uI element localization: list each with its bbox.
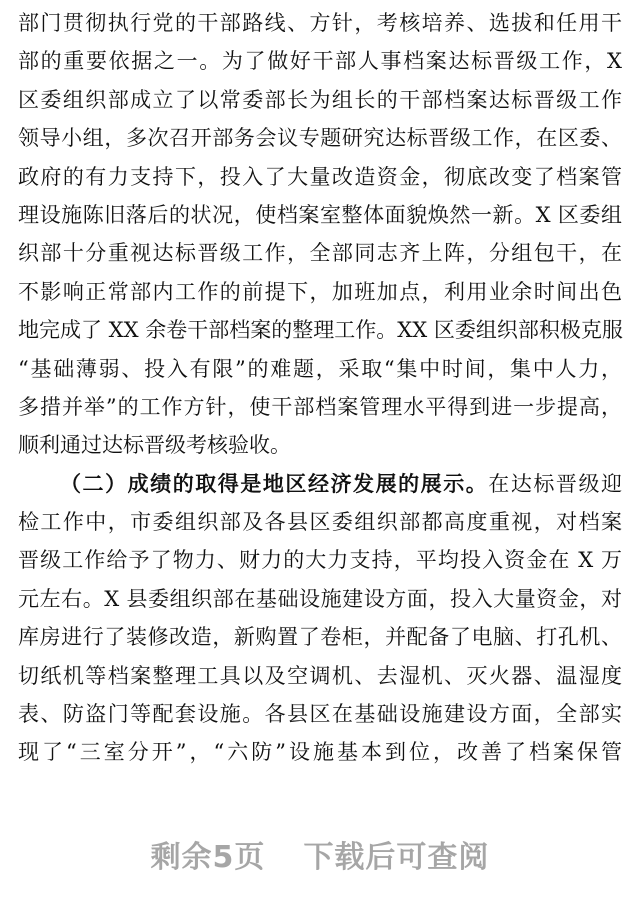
text-line: 地完成了 XX 余卷干部档案的整理工作。XX 区委组织部积极克服: [18, 318, 623, 343]
download-banner[interactable]: [0, 832, 640, 876]
text-line: 领导小组，多次召开部务会议专题研究达标晋级工作，在区委、: [18, 126, 622, 151]
text-line: 部门贯彻执行党的干部路线、方针，考核培养、选拔和任用干: [18, 11, 622, 35]
text-line: 晋级工作给予了物力、财力的大力支持，平均投入资金在 X 万: [18, 548, 622, 573]
text-line: 织部十分重视达标晋级工作，全部同志齐上阵，分组包干，在: [18, 241, 622, 266]
text-line: 政府的有力支持下，投入了大量改造资金，彻底改变了档案管: [18, 164, 622, 189]
text-line: 检工作中，市委组织部及各县区委组织部都高度重视，对档案: [18, 510, 622, 535]
remaining-pages-label[interactable]: 剩余5页: [150, 840, 266, 875]
text-line: 现了“三室分开”，“六防”设施基本到位，改善了档案保管: [18, 740, 622, 765]
document-body: [18, 4, 622, 772]
text-line: 表、防盗门等配套设施。各县区在基础设施建设方面，全部实: [18, 702, 622, 727]
section-heading-line: [18, 465, 622, 503]
text-line: 切纸机等档案整理工具以及空调机、去湿机、灭火器、温湿度: [18, 663, 622, 688]
text-line: 区委组织部成立了以常委部长为组长的干部档案达标晋级工作: [18, 87, 622, 112]
text-line: 顺利通过达标晋级考核验收。: [18, 433, 291, 458]
text-line: 库房进行了装修改造，新购置了卷柜，并配备了电脑、打孔机、: [18, 625, 622, 650]
text-line: 多措并举”的工作方针，使干部档案管理水平得到进一步提高，: [18, 394, 622, 419]
text-line: “基础薄弱、投入有限”的难题，采取“集中时间，集中人力，: [18, 356, 622, 381]
section-heading: （二）成绩的取得是地区经济发展的展示。: [60, 470, 489, 496]
text-line: 元左右。X 县委组织部在基础设施建设方面，投入大量资金，对: [18, 586, 622, 611]
text-line: 理设施陈旧落后的状况，使档案室整体面貌焕然一新。X 区委组: [18, 202, 622, 227]
download-to-view-label[interactable]: 下载后可查阅: [303, 840, 490, 875]
text-run: 在达标晋级迎: [488, 471, 623, 496]
text-line: 部的重要依据之一。为了做好干部人事档案达标晋级工作，X: [18, 49, 622, 74]
text-line: 不影响正常部内工作的前提下，加班加点，利用业余时间出色: [18, 279, 622, 304]
